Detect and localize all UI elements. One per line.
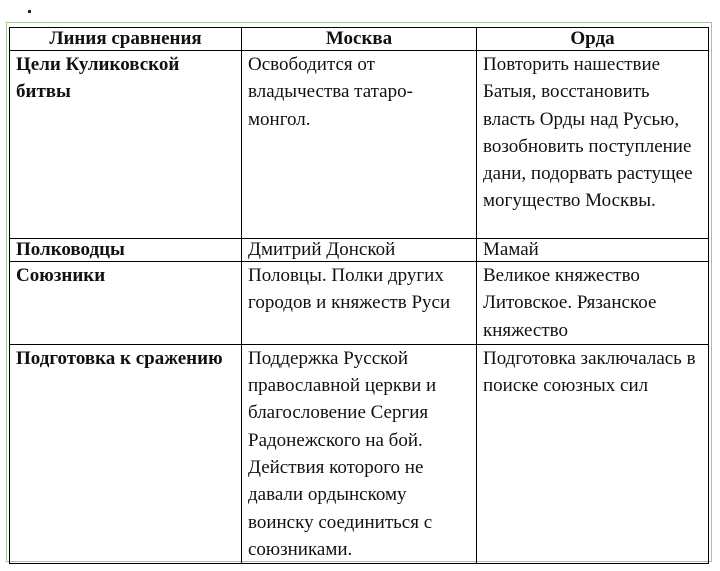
table-row [10, 51, 709, 239]
row-moscow-cell: Поддержка Русской православной церкви и благословение Сергия Радонежского на бой. Действия которого не давали ордынскому воинску соединиться с союзниками. [242, 344, 477, 563]
table-header-row [10, 28, 709, 51]
row-criterion: Подготовка к сражению [10, 344, 242, 563]
table-row [10, 239, 709, 262]
row-moscow-cell: Освободится от владычества татаро-монгол. [242, 51, 477, 239]
row-horde-cell: Повторить нашествие Батыя, восстановить власть Орды над Русью, возобновить поступление дани, подорвать растущее могущество Москвы. [477, 51, 709, 239]
row-horde-cell: Подготовка заключалась в поиске союзных сил [477, 344, 709, 563]
row-horde-cell: Мамай [477, 239, 709, 262]
table-row [10, 344, 709, 563]
row-moscow-cell: Дмитрий Донской [242, 239, 477, 262]
row-criterion: Полководцы [10, 239, 242, 262]
comparison-table [9, 27, 709, 564]
row-criterion: Цели Куликовской битвы [10, 51, 242, 239]
corner-mark [28, 10, 31, 13]
header-moscow: Москва [242, 28, 477, 51]
row-moscow-cell: Половцы. Полки других городов и княжеств Руси [242, 262, 477, 345]
table-row [10, 262, 709, 345]
row-criterion: Союзники [10, 262, 242, 345]
row-horde-cell: Великое княжество Литовское. Рязанское княжество [477, 262, 709, 345]
header-horde: Орда [477, 28, 709, 51]
header-criterion: Линия сравнения [10, 28, 242, 51]
